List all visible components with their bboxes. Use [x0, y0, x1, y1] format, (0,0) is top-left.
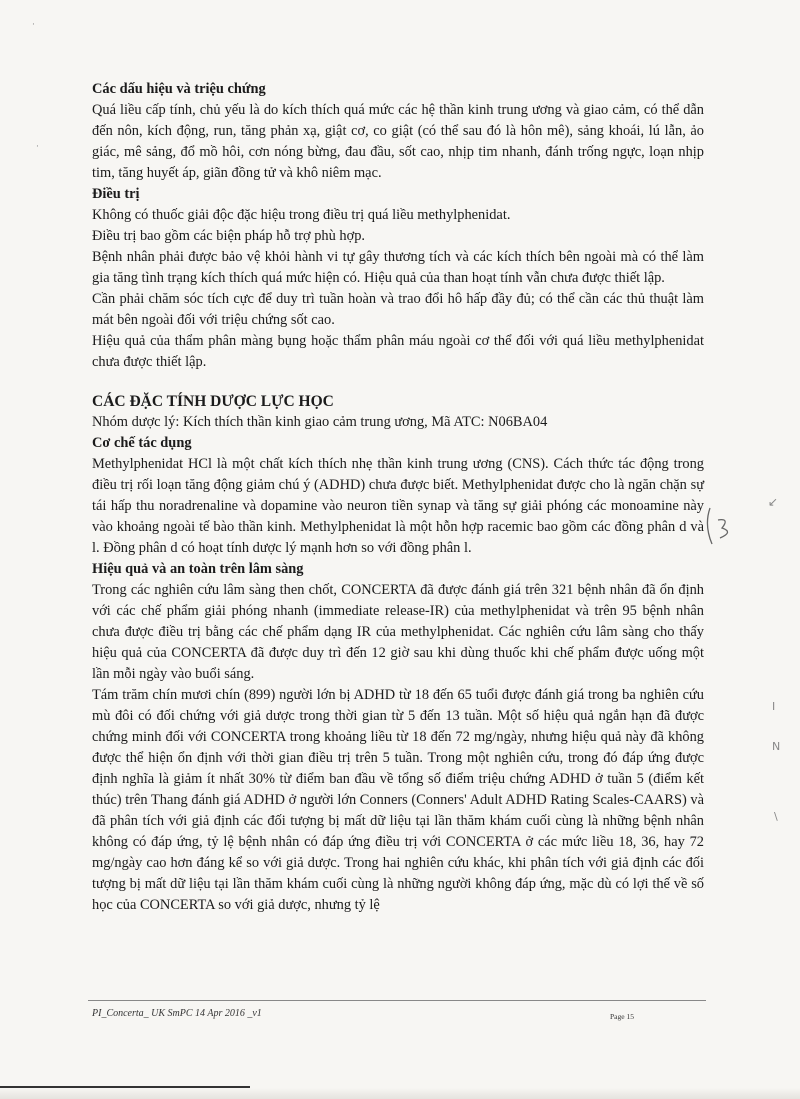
efficacy-paragraph: Trong các nghiên cứu lâm sàng then chốt, CONCERTA đã được đánh giá trên 321 bệnh nhân đã ổn định với các chế phẩm giải phóng nhanh (immediate release-IR) của methylphenidat và trên 95 bệnh nhân chưa được điều trị bằng các chế phẩm dạng IR của methylphenidat. Các nghiên cứu lâm sàng cho thấy hiệu quả của CONCERTA đã được duy trì đến 12 giờ sau khi dùng thuốc khi chế phẩm được uống một lần mỗi ngày vào buổi sáng. — [92, 582, 704, 682]
treatment-paragraph: Bệnh nhân phải được bảo vệ khỏi hành vi tự gây thương tích và các kích thích bên ngoài mà có thể làm gia tăng tình trạng kích thích quá mức hiện có. Hiệu quả của than hoạt tính vẫn chưa được thiết lập. — [92, 249, 704, 286]
scan-mark: · — [36, 142, 39, 152]
efficacy-heading: Hiệu quả và an toàn trên lâm sàng — [92, 561, 304, 577]
document-reference: PI_Concerta_ UK SmPC 14 Apr 2016 _v1 — [92, 1008, 262, 1019]
footer-divider — [88, 1000, 706, 1001]
scan-mark: · — [32, 20, 35, 30]
pharmacologic-group: Nhóm dược lý: Kích thích thần kinh giao cảm trung ương, Mã ATC: N06BA04 — [92, 414, 548, 430]
treatment-paragraph: Cần phải chăm sóc tích cực để duy trì tuần hoàn và trao đổi hô hấp đầy đủ; có thể cần các thủ thuật làm mát bên ngoài đối với triệu chứng sốt cao. — [92, 291, 704, 328]
treatment-paragraph: Không có thuốc giải độc đặc hiệu trong điều trị quá liều methylphenidat. — [92, 207, 511, 223]
page-footer — [92, 1008, 704, 1024]
signs-heading: Các dấu hiệu và triệu chứng — [92, 81, 266, 97]
pharmacodynamics-title: CÁC ĐẶC TÍNH DƯỢC LỰC HỌC — [92, 393, 334, 410]
scan-mark: Ⅰ — [772, 700, 776, 713]
treatment-heading: Điều trị — [92, 186, 140, 202]
scan-edge — [0, 1088, 800, 1099]
efficacy-paragraph: Tám trăm chín mươi chín (899) người lớn bị ADHD từ 18 đến 65 tuổi được đánh giá trong ba nghiên cứu mù đôi có đối chứng với giả dược trong thời gian từ 5 đến 13 tuần. Một số hiệu quả ngắn hạn đã được chứng minh đối với CONCERTA trong khoảng liều từ 18 đến 72 mg/ngày, nhưng hiệu quả này đã không được thể hiện ổn định với thời gian điều trị trên 5 tuần. Trong một nghiên cứu, trong đó đáp ứng được định nghĩa là giảm ít nhất 30% từ điểm ban đầu về tổng số điểm triệu chứng ADHD ở tuần 5 (điểm kết thúc) trên Thang đánh giá ADHD ở người lớn Conners (Conners' Adult ADHD Rating Scales-CAARS) và đã phân tích với giả định các đối tượng bị mất dữ liệu tại lần thăm khám cuối cùng là những bệnh nhân không có đáp ứng, tỷ lệ bệnh nhân có đáp ứng điều trị với CONCERTA ở các mức liều 18, 36, hay 72 mg/ngày cao hơn đáng kể so với giả dược. Trong hai nghiên cứu khác, khi phân tích với giả định các đối tượng bị mất dữ liệu tại lần thăm khám cuối cùng là những người không đáp ứng, mặc dù có lợi thế về số học của CONCERTA so với giả dược, nhưng tỷ lệ — [92, 687, 704, 913]
scan-mark: \ — [774, 810, 778, 823]
treatment-paragraph: Hiệu quả của thẩm phân màng bụng hoặc thẩm phân máu ngoài cơ thể đối với quá liều methylphenidat chưa được thiết lập. — [92, 333, 704, 370]
scan-mark: ↙ — [768, 495, 779, 509]
treatment-paragraph: Điều trị bao gồm các biện pháp hỗ trợ phù hợp. — [92, 228, 365, 244]
handwritten-mark — [700, 500, 740, 550]
page-number: Page 15 — [610, 1012, 634, 1021]
mechanism-text: Methylphenidat HCl là một chất kích thích nhẹ thần kinh trung ương (CNS). Cách thức tác động trong điều trị rối loạn tăng động giảm chú ý (ADHD) chưa được biết. Methylphenidat được cho là ngăn chặn sự tái hấp thu noradrenaline và dopamine vào neuron tiền synap và tăng sự giải phóng các monoamine này vào khoảng ngoài tế bào thần kinh. Methylphenidat là một hỗn hợp racemic bao gồm các đồng phân d và l. Đồng phân d có hoạt tính dược lý mạnh hơn so với đồng phân l. — [92, 456, 704, 556]
document-body — [92, 79, 704, 916]
scan-mark: N — [772, 740, 781, 753]
signs-text: Quá liều cấp tính, chủ yếu là do kích thích quá mức các hệ thần kinh trung ương và giao cảm, có thể dẫn đến nôn, kích động, run, tăng phản xạ, giật cơ, co giật (có thể sau đó là hôn mê), sảng khoái, lú lẫn, ảo giác, mê sảng, đổ mồ hôi, cơn nóng bừng, đau đầu, sốt cao, nhịp tim nhanh, đánh trống ngực, loạn nhịp tim, tăng huyết áp, giãn đồng tử và khô niêm mạc. — [92, 102, 704, 181]
mechanism-heading: Cơ chế tác dụng — [92, 435, 192, 451]
